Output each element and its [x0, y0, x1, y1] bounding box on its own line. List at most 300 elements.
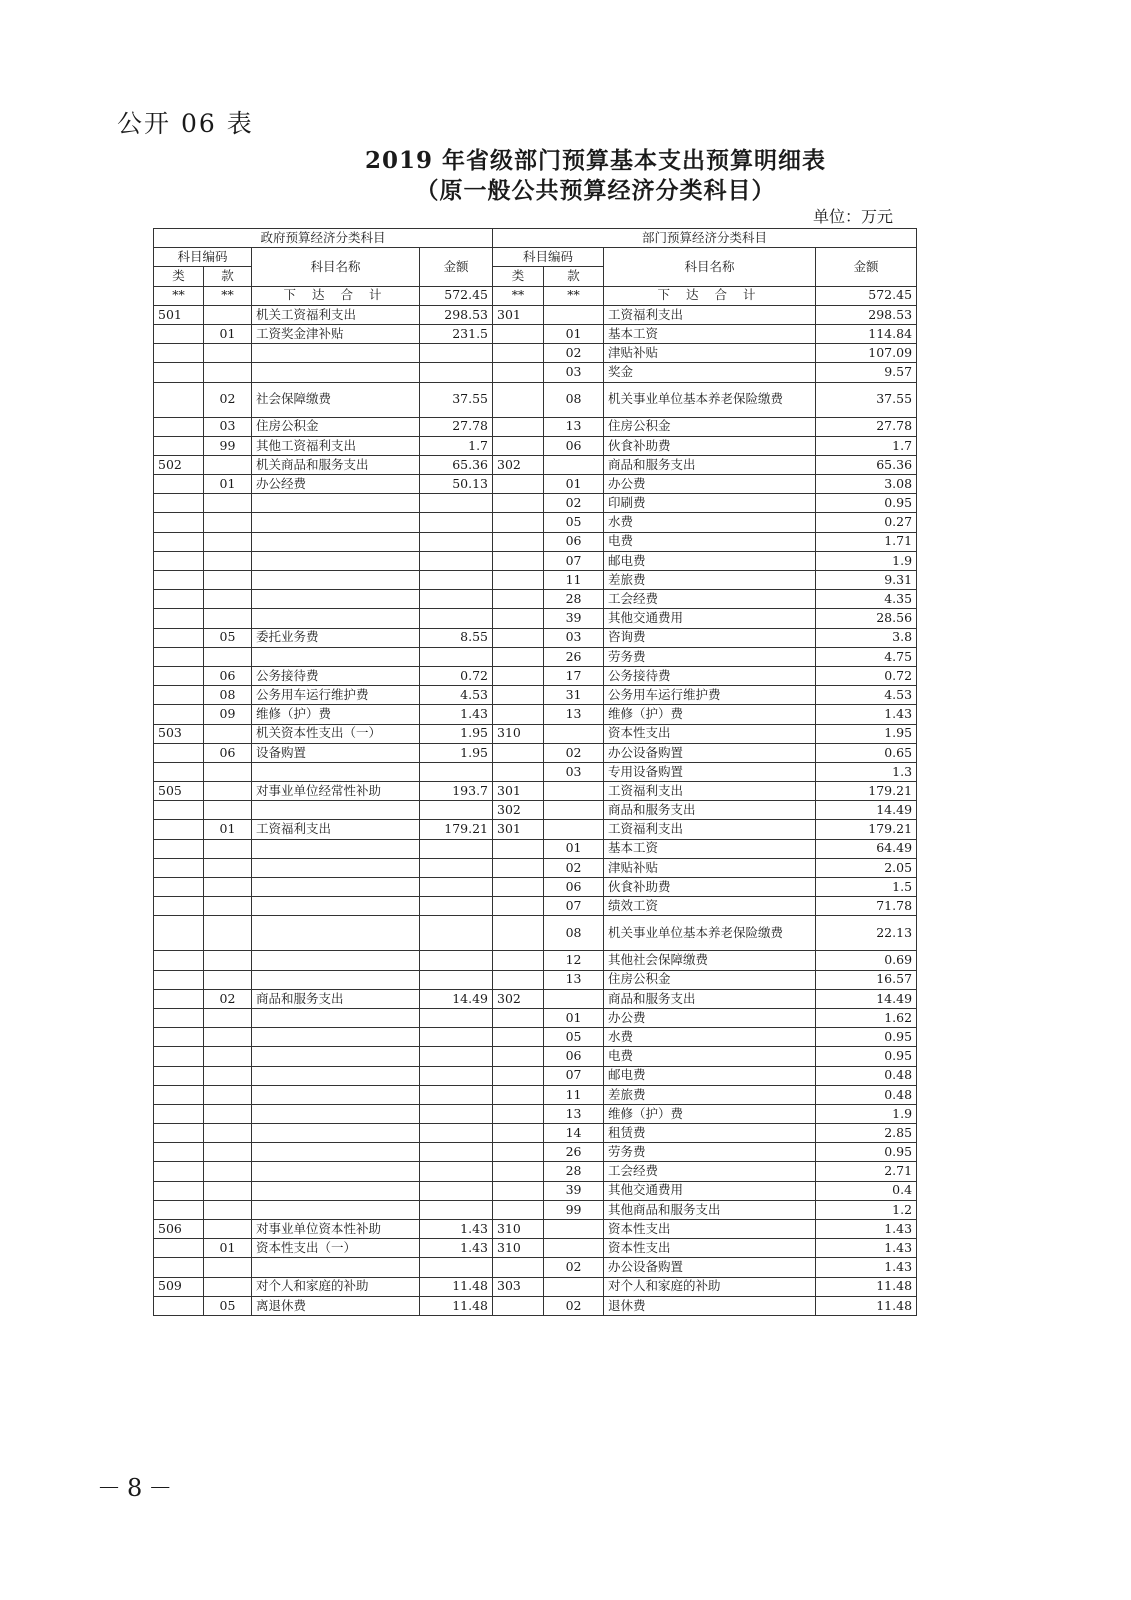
gov-amount: [420, 801, 493, 820]
dept-item-code: [544, 801, 604, 820]
table-row: [154, 916, 917, 951]
dept-class-code: [493, 686, 544, 705]
gov-item-code: [204, 1104, 252, 1123]
gov-item-code: [204, 762, 252, 781]
gov-class-code: [154, 916, 204, 951]
gov-amount: [420, 513, 493, 532]
dept-name-header: 科目名称: [604, 248, 816, 286]
dept-subject-name: 绩效工资: [604, 897, 816, 916]
dept-class-code: [493, 382, 544, 417]
dept-class-code: [493, 609, 544, 628]
table-row: [154, 1162, 917, 1181]
dept-amount: 14.49: [816, 801, 917, 820]
dept-subject-name: 工会经费: [604, 590, 816, 609]
table-row: [154, 1143, 917, 1162]
gov-subject-name: 维修（护）费: [252, 705, 420, 724]
dept-amount: 0.65: [816, 743, 917, 762]
gov-subject-name: [252, 532, 420, 551]
gov-item-code: [204, 1162, 252, 1181]
table-row: [154, 1124, 917, 1143]
dept-item-code: 26: [544, 1143, 604, 1162]
gov-subject-name: 住房公积金: [252, 417, 420, 436]
gov-subject-name: 工资福利支出: [252, 820, 420, 839]
dept-amount: 0.4: [816, 1181, 917, 1200]
dept-amount: 22.13: [816, 916, 917, 951]
dept-subject-name: 公务用车运行维护费: [604, 686, 816, 705]
gov-item-code: [204, 782, 252, 801]
dept-amount: 65.36: [816, 455, 917, 474]
gov-class-code: [154, 1296, 204, 1315]
dept-subject-name: 商品和服务支出: [604, 455, 816, 474]
gov-class-code: [154, 513, 204, 532]
gov-class-code: [154, 1162, 204, 1181]
gov-amount: [420, 609, 493, 628]
table-row: [154, 363, 917, 382]
gov-subject-name: [252, 1104, 420, 1123]
gov-subject-name: [252, 344, 420, 363]
gov-item-code: 06: [204, 743, 252, 762]
dept-subject-name: 资本性支出: [604, 1239, 816, 1258]
gov-class-code: [154, 1239, 204, 1258]
gov-class-code: [154, 743, 204, 762]
gov-subject-name: 工资奖金津补贴: [252, 324, 420, 343]
dept-amount: 114.84: [816, 324, 917, 343]
gov-class-code: [154, 1143, 204, 1162]
table-body: [154, 286, 917, 1315]
dept-amount: 11.48: [816, 1296, 917, 1315]
dept-class-code: [493, 1008, 544, 1027]
gov-amount: 231.5: [420, 324, 493, 343]
gov-amount: [420, 1085, 493, 1104]
dept-class-code: [493, 897, 544, 916]
gov-item-code: [204, 609, 252, 628]
table-row: [154, 989, 917, 1008]
gov-amount: 8.55: [420, 628, 493, 647]
budget-detail-table: [153, 228, 917, 1316]
gov-classification-header: 政府预算经济分类科目: [154, 229, 493, 248]
dept-subject-name: 办公设备购置: [604, 1258, 816, 1277]
gov-class-code: [154, 1066, 204, 1085]
table-row: [154, 705, 917, 724]
dept-subject-name: 退休费: [604, 1296, 816, 1315]
dept-amount: 0.95: [816, 1028, 917, 1047]
gov-class-code: [154, 551, 204, 570]
gov-subject-name: 设备购置: [252, 743, 420, 762]
gov-subject-name: [252, 897, 420, 916]
dept-amount: 1.43: [816, 1220, 917, 1239]
gov-class-code: [154, 839, 204, 858]
gov-item-code: 01: [204, 1239, 252, 1258]
dept-amount: 1.43: [816, 1239, 917, 1258]
gov-amount: [420, 1124, 493, 1143]
dept-class-code: [493, 705, 544, 724]
dept-amount: 4.75: [816, 647, 917, 666]
table-row: [154, 609, 917, 628]
table-row: [154, 417, 917, 436]
dept-subject-name: 基本工资: [604, 839, 816, 858]
dept-item-code: 28: [544, 590, 604, 609]
dept-class-code: [493, 951, 544, 970]
table-row: [154, 382, 917, 417]
dept-amount: 0.95: [816, 1047, 917, 1066]
table-row: [154, 628, 917, 647]
dept-lei-header: 类: [493, 267, 544, 286]
gov-subject-name: 机关工资福利支出: [252, 305, 420, 324]
gov-amount: 179.21: [420, 820, 493, 839]
gov-amount: [420, 858, 493, 877]
table-row: [154, 1104, 917, 1123]
dept-item-code: 99: [544, 1200, 604, 1219]
dept-subject-name: 专用设备购置: [604, 762, 816, 781]
table-row: [154, 666, 917, 685]
table-row: [154, 782, 917, 801]
gov-subject-name: [252, 571, 420, 590]
gov-amount: 1.43: [420, 705, 493, 724]
table-header: [154, 229, 917, 287]
gov-class-code: [154, 1200, 204, 1219]
dept-item-code: 01: [544, 1008, 604, 1027]
gov-item-code: [204, 344, 252, 363]
gov-item-code: [204, 1200, 252, 1219]
dept-class-code: [493, 743, 544, 762]
dept-subject-name: 津贴补贴: [604, 344, 816, 363]
dept-class-code: [493, 590, 544, 609]
gov-class-code: [154, 1181, 204, 1200]
gov-class-code: [154, 801, 204, 820]
gov-amount: 1.43: [420, 1239, 493, 1258]
dept-subject-name: 对个人和家庭的补助: [604, 1277, 816, 1296]
table-row: [154, 455, 917, 474]
table-row: [154, 513, 917, 532]
gov-subject-name: [252, 1085, 420, 1104]
dept-class-code: [493, 647, 544, 666]
table-row: [154, 532, 917, 551]
dept-item-code: 13: [544, 970, 604, 989]
gov-subject-name: 离退休费: [252, 1296, 420, 1315]
dept-class-code: [493, 970, 544, 989]
gov-subject-name: [252, 1028, 420, 1047]
dept-class-code: 310: [493, 724, 544, 743]
gov-amount: 0.72: [420, 666, 493, 685]
dept-item-code: 14: [544, 1124, 604, 1143]
gov-amount: [420, 1162, 493, 1181]
dept-item-code: 02: [544, 743, 604, 762]
dept-item-code: 13: [544, 417, 604, 436]
dept-amount: 16.57: [816, 970, 917, 989]
gov-class-code: [154, 494, 204, 513]
gov-class-code: 509: [154, 1277, 204, 1296]
table-row: [154, 743, 917, 762]
gov-subject-name: 商品和服务支出: [252, 989, 420, 1008]
gov-amount: [420, 551, 493, 570]
gov-item-code: [204, 513, 252, 532]
gov-item-code: [204, 970, 252, 989]
gov-class-code: [154, 1258, 204, 1277]
gov-class-code: [154, 590, 204, 609]
gov-class-code: [154, 647, 204, 666]
gov-item-code: [204, 839, 252, 858]
dept-item-code: 17: [544, 666, 604, 685]
dept-subject-name: 机关事业单位基本养老保险缴费: [604, 382, 816, 417]
gov-item-code: [204, 551, 252, 570]
table-row: [154, 1200, 917, 1219]
gov-amount: [420, 494, 493, 513]
gov-class-code: [154, 820, 204, 839]
gov-amount: [420, 916, 493, 951]
table-row: [154, 724, 917, 743]
gov-item-code: [204, 1124, 252, 1143]
gov-lei-header: 类: [154, 267, 204, 286]
gov-subject-name: 公务接待费: [252, 666, 420, 685]
dept-class-code: [493, 1200, 544, 1219]
dept-amount-header: 金额: [816, 248, 917, 286]
gov-subject-name: [252, 1200, 420, 1219]
gov-class-code: [154, 417, 204, 436]
gov-subject-name: [252, 1124, 420, 1143]
dept-item-code: 08: [544, 382, 604, 417]
dept-item-code: 28: [544, 1162, 604, 1181]
gov-item-code: [204, 858, 252, 877]
gov-subject-name: [252, 363, 420, 382]
gov-amount: [420, 1008, 493, 1027]
dept-subject-name: 电费: [604, 532, 816, 551]
dept-amount: 1.9: [816, 551, 917, 570]
gov-amount: 50.13: [420, 475, 493, 494]
gov-subject-name: 下 达 合 计: [252, 286, 420, 305]
dept-item-code: 01: [544, 324, 604, 343]
dept-class-code: 303: [493, 1277, 544, 1296]
gov-class-code: 501: [154, 305, 204, 324]
dept-class-code: [493, 1143, 544, 1162]
dept-class-code: [493, 1181, 544, 1200]
gov-subject-name: 办公经费: [252, 475, 420, 494]
table-row: [154, 839, 917, 858]
gov-amount: [420, 1181, 493, 1200]
dept-class-code: [493, 666, 544, 685]
dept-amount: 3.08: [816, 475, 917, 494]
gov-amount: [420, 1258, 493, 1277]
dept-item-code: [544, 1239, 604, 1258]
gov-item-code: [204, 532, 252, 551]
dept-amount: 2.85: [816, 1124, 917, 1143]
table-row: [154, 324, 917, 343]
dept-class-code: [493, 628, 544, 647]
gov-amount: [420, 590, 493, 609]
gov-subject-name: [252, 551, 420, 570]
dept-item-code: 02: [544, 858, 604, 877]
gov-class-code: [154, 878, 204, 897]
gov-subject-name: [252, 513, 420, 532]
gov-subject-name: 其他工资福利支出: [252, 436, 420, 455]
table-row: [154, 344, 917, 363]
table-row: [154, 801, 917, 820]
gov-amount: [420, 344, 493, 363]
gov-class-code: [154, 571, 204, 590]
gov-subject-name: [252, 839, 420, 858]
dept-class-code: [493, 1085, 544, 1104]
gov-item-code: 09: [204, 705, 252, 724]
gov-item-code: [204, 1085, 252, 1104]
gov-item-code: [204, 724, 252, 743]
gov-amount: [420, 363, 493, 382]
dept-class-code: [493, 1066, 544, 1085]
dept-amount: 28.56: [816, 609, 917, 628]
gov-amount: [420, 1066, 493, 1085]
gov-item-code: **: [204, 286, 252, 305]
dept-class-code: [493, 1258, 544, 1277]
dept-subject-name: 机关事业单位基本养老保险缴费: [604, 916, 816, 951]
gov-class-code: [154, 475, 204, 494]
table-row: [154, 1239, 917, 1258]
dept-class-code: [493, 1296, 544, 1315]
dept-item-code: [544, 820, 604, 839]
dept-item-code: **: [544, 286, 604, 305]
dept-class-code: [493, 324, 544, 343]
table-row: [154, 951, 917, 970]
table-row: [154, 494, 917, 513]
dept-item-code: 02: [544, 344, 604, 363]
dept-class-code: [493, 1047, 544, 1066]
gov-class-code: 502: [154, 455, 204, 474]
dept-class-code: [493, 417, 544, 436]
dept-item-code: [544, 989, 604, 1008]
gov-subject-name: [252, 494, 420, 513]
dept-subject-name: 邮电费: [604, 551, 816, 570]
table-row: [154, 305, 917, 324]
dept-class-code: 302: [493, 455, 544, 474]
gov-subject-name: [252, 1047, 420, 1066]
dept-amount: 0.48: [816, 1066, 917, 1085]
gov-class-code: [154, 1008, 204, 1027]
gov-item-code: 01: [204, 324, 252, 343]
gov-amount: [420, 1200, 493, 1219]
gov-subject-name: 对事业单位资本性补助: [252, 1220, 420, 1239]
gov-subject-name: 机关资本性支出（一）: [252, 724, 420, 743]
gov-amount: 37.55: [420, 382, 493, 417]
dept-amount: 0.48: [816, 1085, 917, 1104]
dept-item-code: [544, 782, 604, 801]
dept-item-code: 05: [544, 513, 604, 532]
dept-item-code: 01: [544, 475, 604, 494]
dept-subject-name: 基本工资: [604, 324, 816, 343]
gov-code-header: 科目编码: [154, 248, 252, 267]
dept-item-code: 02: [544, 494, 604, 513]
dept-item-code: 12: [544, 951, 604, 970]
table-row: [154, 1008, 917, 1027]
gov-subject-name: [252, 1143, 420, 1162]
dept-amount: 1.62: [816, 1008, 917, 1027]
dept-class-code: [493, 1162, 544, 1181]
gov-class-code: **: [154, 286, 204, 305]
gov-item-code: [204, 1220, 252, 1239]
gov-class-code: [154, 609, 204, 628]
dept-amount: 0.69: [816, 951, 917, 970]
gov-subject-name: [252, 762, 420, 781]
dept-class-code: [493, 1124, 544, 1143]
gov-class-code: [154, 970, 204, 989]
gov-item-code: [204, 1258, 252, 1277]
dept-item-code: [544, 1277, 604, 1296]
gov-amount: [420, 878, 493, 897]
dept-amount: 64.49: [816, 839, 917, 858]
gov-item-code: [204, 1008, 252, 1027]
dept-amount: 179.21: [816, 782, 917, 801]
dept-subject-name: 劳务费: [604, 647, 816, 666]
gov-class-code: [154, 363, 204, 382]
gov-item-code: 03: [204, 417, 252, 436]
gov-amount: 298.53: [420, 305, 493, 324]
gov-item-code: [204, 1181, 252, 1200]
dept-amount: 14.49: [816, 989, 917, 1008]
dept-item-code: 03: [544, 628, 604, 647]
table-row: [154, 1066, 917, 1085]
gov-subject-name: 机关商品和服务支出: [252, 455, 420, 474]
dept-class-code: 301: [493, 305, 544, 324]
gov-class-code: [154, 628, 204, 647]
dept-item-code: 06: [544, 1047, 604, 1066]
gov-class-code: [154, 1104, 204, 1123]
table-row: [154, 1047, 917, 1066]
gov-class-code: [154, 324, 204, 343]
dept-amount: 37.55: [816, 382, 917, 417]
dept-item-code: 31: [544, 686, 604, 705]
table-row: [154, 1258, 917, 1277]
gov-amount: 1.95: [420, 743, 493, 762]
gov-class-code: [154, 436, 204, 455]
dept-subject-name: 邮电费: [604, 1066, 816, 1085]
gov-amount-header: 金额: [420, 248, 493, 286]
gov-item-code: [204, 455, 252, 474]
gov-amount: [420, 839, 493, 858]
dept-subject-name: 差旅费: [604, 1085, 816, 1104]
dept-class-code: [493, 513, 544, 532]
page-number: －8－: [97, 1474, 179, 1502]
gov-class-code: [154, 532, 204, 551]
dept-amount: 1.2: [816, 1200, 917, 1219]
dept-class-code: [493, 1028, 544, 1047]
table-row: [154, 571, 917, 590]
gov-amount: [420, 1143, 493, 1162]
gov-item-code: [204, 647, 252, 666]
gov-item-code: [204, 1028, 252, 1047]
gov-subject-name: [252, 951, 420, 970]
gov-class-code: [154, 686, 204, 705]
dept-class-code: 302: [493, 801, 544, 820]
dept-amount: 9.57: [816, 363, 917, 382]
dept-class-code: [493, 858, 544, 877]
gov-item-code: [204, 897, 252, 916]
gov-class-code: [154, 705, 204, 724]
gov-subject-name: 委托业务费: [252, 628, 420, 647]
dept-item-code: 07: [544, 897, 604, 916]
dept-subject-name: 办公设备购置: [604, 743, 816, 762]
gov-item-code: 05: [204, 1296, 252, 1315]
table-row: [154, 970, 917, 989]
dept-subject-name: 电费: [604, 1047, 816, 1066]
gov-item-code: [204, 1143, 252, 1162]
dept-amount: 0.95: [816, 1143, 917, 1162]
dept-kuan-header: 款: [544, 267, 604, 286]
dept-item-code: 03: [544, 363, 604, 382]
dept-item-code: [544, 724, 604, 743]
table-row: [154, 1277, 917, 1296]
table-row: [154, 590, 917, 609]
dept-subject-name: 其他商品和服务支出: [604, 1200, 816, 1219]
gov-subject-name: [252, 1162, 420, 1181]
dept-classification-header: 部门预算经济分类科目: [493, 229, 917, 248]
gov-item-code: [204, 494, 252, 513]
dept-amount: 71.78: [816, 897, 917, 916]
